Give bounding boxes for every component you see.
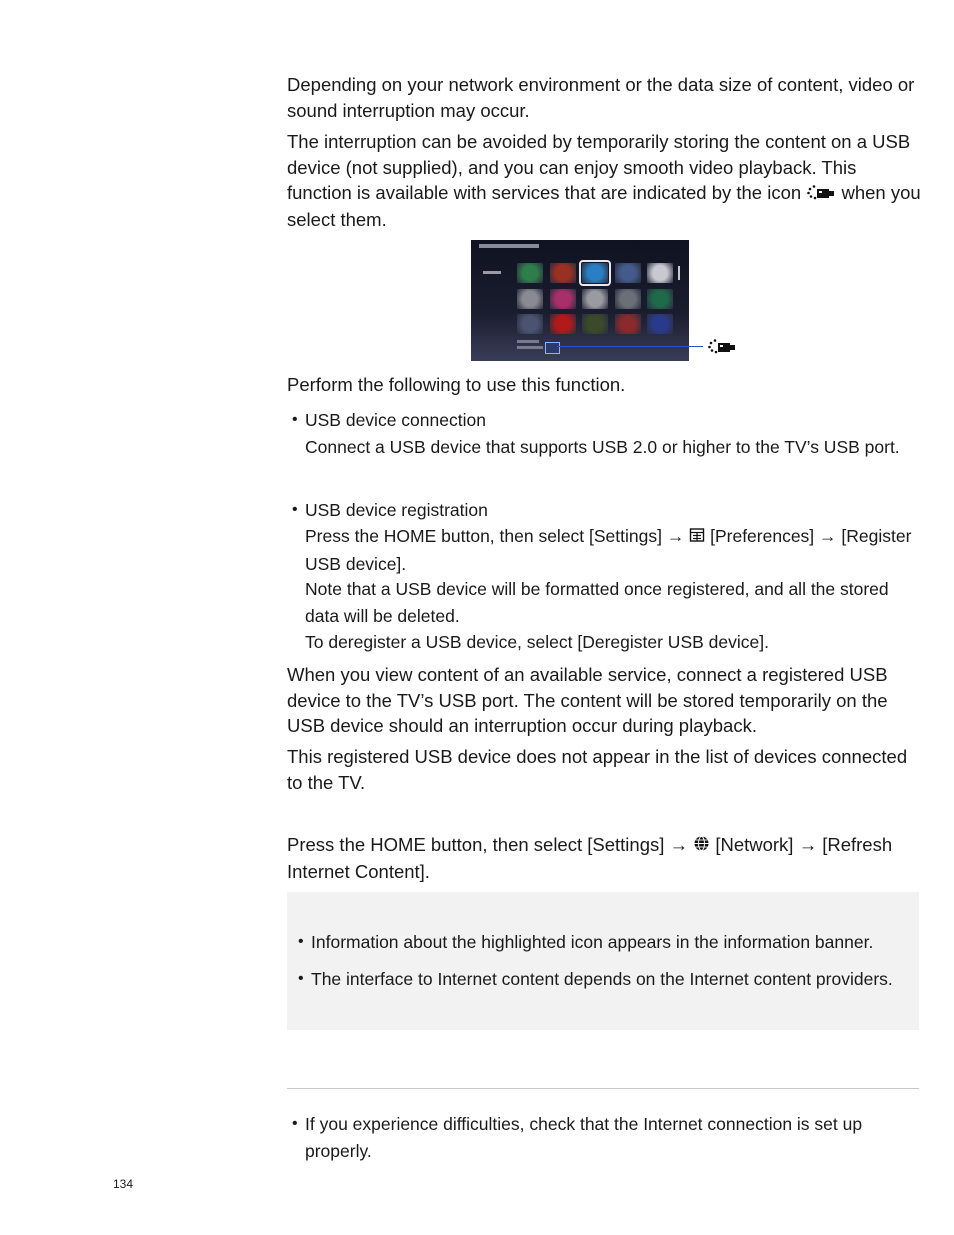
screenshot-thumbnail xyxy=(582,289,608,309)
registration-format-note: Note that a USB device will be formatted once registered, and all the stored data will be deleted. xyxy=(305,579,889,626)
bullet-dot: • xyxy=(292,1115,298,1132)
troubleshoot-connection: If you experience difficulties, check that the Internet connection is set up properly. xyxy=(305,1114,863,1161)
screenshot-banner-text xyxy=(517,340,539,343)
tips-box xyxy=(287,892,919,1030)
perform-paragraph: Perform the following to use this function. xyxy=(287,374,626,395)
usb-cache-icon xyxy=(806,181,836,207)
screenshot-usb-indicator xyxy=(545,342,560,354)
deregister-instruction: To deregister a USB device, select [Deregister USB device]. xyxy=(305,632,769,652)
screenshot-scrollbar xyxy=(678,266,680,280)
bullet-dot: • xyxy=(292,411,298,428)
bullet-dot: • xyxy=(292,501,298,518)
intro-paragraph: Depending on your network environment or the data size of content, video or sound interruption may occur. xyxy=(287,74,915,121)
screenshot-thumbnail xyxy=(517,314,543,334)
screenshot-thumbnail xyxy=(582,314,608,334)
caching-paragraph xyxy=(287,129,922,232)
step-usb-registration-title: USB device registration xyxy=(305,500,488,520)
screenshot-thumbnail xyxy=(550,314,576,334)
bullet-dot: • xyxy=(298,933,304,950)
screenshot-thumbnail xyxy=(647,289,673,309)
screenshot-banner-text xyxy=(517,346,543,349)
callout-line xyxy=(557,346,703,347)
preferences-icon xyxy=(689,524,705,551)
page-number: 134 xyxy=(113,1177,134,1191)
step-usb-connection-title: USB device connection xyxy=(305,410,486,430)
view-content-paragraph: When you view content of an available service, connect a registered USB device to the TV’s USB port. The content will be stored temporarily on the USB device should an interruption occur during playback. xyxy=(287,664,888,736)
screenshot-header-bar xyxy=(479,244,539,248)
tip-interface-providers: The interface to Internet content depends on the Internet content providers. xyxy=(311,969,893,989)
section-divider xyxy=(287,1088,919,1089)
internet-video-screenshot xyxy=(471,240,689,361)
refresh-path-start: Press the HOME button, then select [Settings] → xyxy=(287,834,689,855)
refresh-path-end: [Network] → [Refresh Internet Content]. xyxy=(287,834,893,882)
caching-text-end: when you select them. xyxy=(287,182,921,230)
screenshot-thumbnail xyxy=(647,263,673,283)
tip-info-banner: Information about the highlighted icon appears in the information banner. xyxy=(311,932,874,952)
usb-cache-icon xyxy=(707,338,737,359)
refresh-paragraph xyxy=(287,832,922,884)
registration-path-end: [Preferences] → [Register USB device]. xyxy=(305,526,912,574)
screenshot-thumbnail xyxy=(615,263,641,283)
step-usb-connection-body: Connect a USB device that supports USB 2.0 or higher to the TV’s USB port. xyxy=(305,437,900,457)
device-list-paragraph: This registered USB device does not appear in the list of devices connected to the TV. xyxy=(287,746,908,793)
network-globe-icon xyxy=(693,833,710,859)
screenshot-thumbnail xyxy=(550,289,576,309)
screenshot-thumbnail xyxy=(550,263,576,283)
caching-text: The interruption can be avoided by temporarily storing the content on a USB device (not supplied), and you can enjoy smooth video playback. This function is available with services that are indicated by the icon xyxy=(287,131,911,203)
step-usb-registration-body xyxy=(305,523,915,577)
screenshot-thumbnail xyxy=(517,263,543,283)
bullet-dot: • xyxy=(298,970,304,987)
screenshot-thumbnail xyxy=(615,314,641,334)
screenshot-thumbnail xyxy=(647,314,673,334)
screenshot-thumbnail xyxy=(615,289,641,309)
screenshot-thumbnail xyxy=(517,289,543,309)
registration-path-start: Press the HOME button, then select [Settings] → xyxy=(305,526,685,546)
screenshot-side-label xyxy=(483,271,501,274)
screenshot-thumbnail xyxy=(582,263,608,283)
